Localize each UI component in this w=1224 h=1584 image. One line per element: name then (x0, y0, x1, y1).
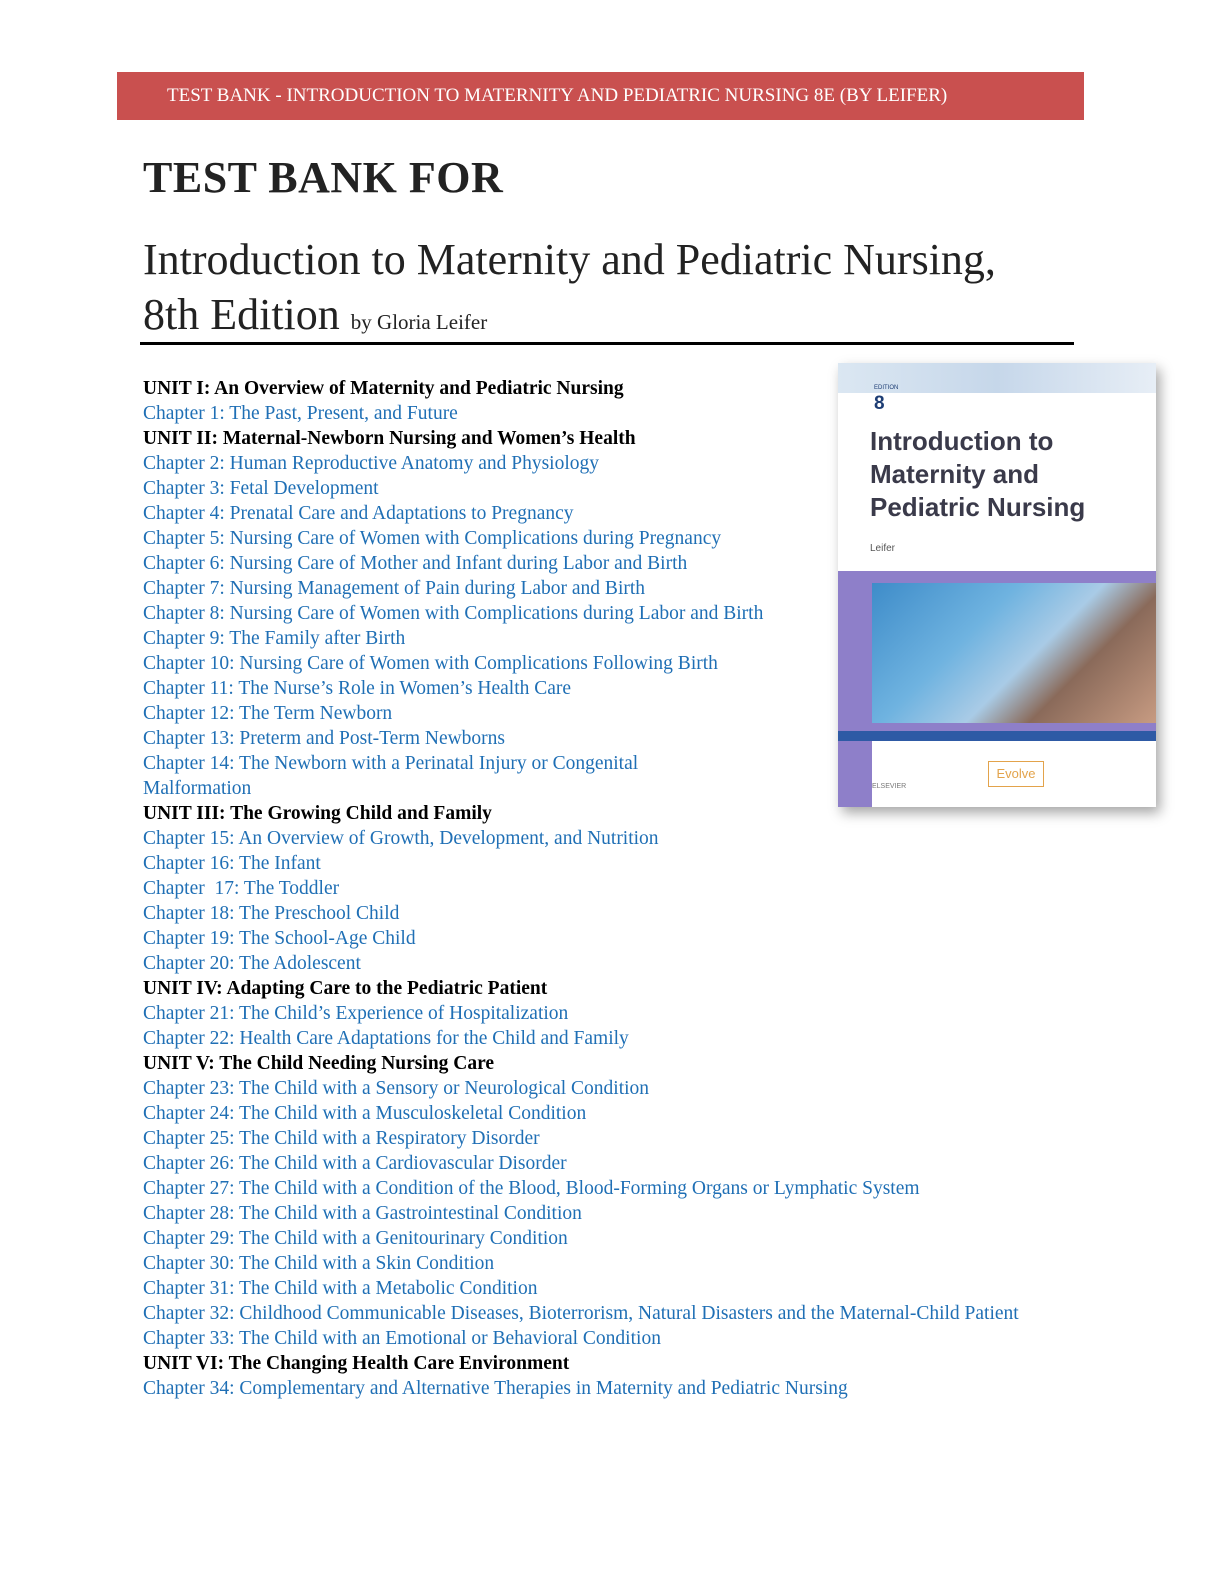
chapter-link[interactable]: Chapter 15: An Overview of Growth, Development, and Nutrition (143, 828, 659, 849)
chapter-link[interactable]: Chapter 9: The Family after Birth (143, 628, 406, 649)
page-title: TEST BANK FOR (143, 153, 504, 202)
title-divider (140, 342, 1074, 345)
chapter-link[interactable]: Chapter 23: The Child with a Sensory or Neurological Condition (143, 1078, 650, 1099)
chapter-link[interactable]: Chapter 31: The Child with a Metabolic Condition (143, 1278, 538, 1299)
chapter-link[interactable]: Chapter 30: The Child with a Skin Condition (143, 1253, 495, 1274)
chapter-link[interactable]: Chapter 10: Nursing Care of Women with Complications Following Birth (143, 653, 718, 674)
cover-title: Introduction to Maternity and Pediatric Nursing (870, 426, 1086, 522)
chapter-link[interactable]: Chapter 28: The Child with a Gastrointestinal Condition (143, 1203, 582, 1224)
chapter-link[interactable]: Chapter 27: The Child with a Condition of the Blood, Blood-Forming Organs or Lymphatic System (143, 1178, 920, 1199)
unit-heading: UNIT II: Maternal-Newborn Nursing and Women’s Health (143, 428, 636, 449)
chapter-link[interactable]: Chapter 6: Nursing Care of Mother and Infant during Labor and Birth (143, 553, 688, 574)
chapter-link[interactable]: Chapter 32: Childhood Communicable Diseases, Bioterrorism, Natural Disasters and the Maternal-Child Patient (143, 1303, 1019, 1324)
chapter-link[interactable]: Chapter 34: Complementary and Alternative Therapies in Maternity and Pediatric Nursing (143, 1378, 848, 1399)
chapter-link[interactable]: Chapter 21: The Child’s Experience of Hospitalization (143, 1003, 569, 1024)
book-title-line2: 8th Edition (143, 290, 340, 339)
chapter-link[interactable]: Chapter 11: The Nurse’s Role in Women’s Health Care (143, 678, 572, 699)
chapter-link[interactable]: Chapter 3: Fetal Development (143, 478, 379, 499)
chapter-link[interactable]: Chapter 17: The Toddler (143, 878, 340, 899)
chapter-link[interactable]: Chapter 8: Nursing Care of Women with Complications during Labor and Birth (143, 603, 764, 624)
chapter-link[interactable]: Chapter 16: The Infant (143, 853, 321, 874)
chapter-link[interactable]: Chapter 33: The Child with an Emotional or Behavioral Condition (143, 1328, 661, 1349)
book-title-line1: Introduction to Maternity and Pediatric Nursing, (143, 235, 996, 284)
cover-edition-label: EDITION (874, 385, 899, 391)
book-author: by Gloria Leifer (350, 310, 488, 334)
chapter-link[interactable]: Chapter 13: Preterm and Post-Term Newborns (143, 728, 506, 749)
unit-heading: UNIT IV: Adapting Care to the Pediatric Patient (143, 978, 548, 999)
chapter-link[interactable]: Chapter 22: Health Care Adaptations for the Child and Family (143, 1028, 629, 1049)
unit-heading: UNIT I: An Overview of Maternity and Pediatric Nursing (143, 378, 624, 399)
unit-heading: UNIT V: The Child Needing Nursing Care (143, 1053, 495, 1074)
chapter-link[interactable]: Chapter 2: Human Reproductive Anatomy and Physiology (143, 453, 600, 474)
chapter-link[interactable]: Chapter 4: Prenatal Care and Adaptations to Pregnancy (143, 503, 574, 524)
unit-heading: UNIT III: The Growing Child and Family (143, 803, 492, 824)
cover-author: Leifer (870, 543, 896, 554)
chapter-link[interactable]: Chapter 20: The Adolescent (143, 953, 361, 974)
chapter-link[interactable]: Chapter 5: Nursing Care of Women with Complications during Pregnancy (143, 528, 722, 549)
cover-evolve-logo: Evolve (988, 761, 1044, 787)
chapter-link[interactable]: Chapter 25: The Child with a Respiratory Disorder (143, 1128, 540, 1149)
chapter-link[interactable]: Chapter 19: The School-Age Child (143, 928, 416, 949)
chapter-link[interactable]: Chapter 12: The Term Newborn (143, 703, 393, 724)
chapter-link[interactable]: Chapter 24: The Child with a Musculoskeletal Condition (143, 1103, 587, 1124)
chapter-link[interactable]: Chapter 29: The Child with a Genitourinary Condition (143, 1228, 568, 1249)
chapter-link[interactable]: Chapter 7: Nursing Management of Pain during Labor and Birth (143, 578, 646, 599)
table-of-contents (143, 376, 1073, 1401)
unit-heading: UNIT VI: The Changing Health Care Environment (143, 1353, 570, 1374)
chapter-link[interactable]: Chapter 18: The Preschool Child (143, 903, 400, 924)
cover-edition-number: 8 (874, 393, 885, 414)
chapter-link[interactable]: Chapter 26: The Child with a Cardiovascular Disorder (143, 1153, 567, 1174)
chapter-link[interactable]: Chapter 14: The Newborn with a Perinatal Injury or Congenital Malformation (143, 753, 639, 799)
cover-publisher: ELSEVIER (872, 783, 907, 790)
header-banner: TEST BANK - INTRODUCTION TO MATERNITY AND PEDIATRIC NURSING 8E (BY LEIFER) (117, 72, 1084, 120)
book-title (143, 232, 996, 350)
chapter-link[interactable]: Chapter 1: The Past, Present, and Future (143, 403, 458, 424)
